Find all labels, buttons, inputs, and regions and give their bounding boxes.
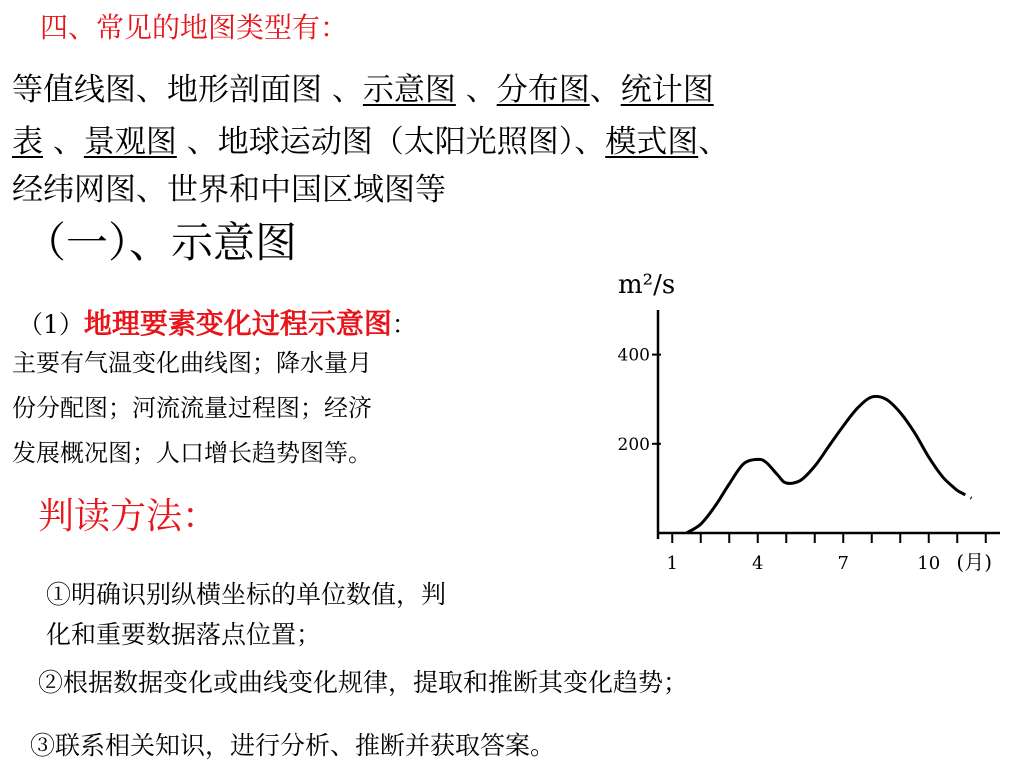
item1-title-line (18, 302, 417, 342)
x-tick-label: 7 (837, 553, 849, 574)
statistical-chart-term-part2: 表 (12, 124, 43, 160)
y-ticks (618, 346, 661, 455)
x-ticks (667, 533, 986, 574)
method-heading: 判读方法： (38, 496, 219, 537)
distribution-map-term: 分布图 (496, 72, 590, 108)
schematic-map-term: 示意图 (362, 72, 456, 108)
map-types-text: 等值线图、地形剖面图 、 (12, 72, 363, 108)
item1-line-2: 份分配图；河流流量过程图；经济 (12, 394, 372, 422)
separator: 、 (455, 72, 497, 108)
map-types-line-2 (12, 116, 729, 161)
section-four-heading: 四、常见的地图类型有： (40, 11, 349, 44)
series-line-dashed (957, 491, 971, 499)
method-step-2: ②根据数据变化或曲线变化规律，提取和推断其变化趋势； (38, 668, 689, 697)
separator: 、 (589, 72, 621, 108)
map-types-text: 、地球运动图（太阳光照图）、 (176, 124, 606, 160)
item1-line-1: 主要有气温变化曲线图；降水量月 (12, 349, 372, 377)
x-axis-label: (月) (956, 550, 992, 574)
method-step-1-line-1: ①明确识别纵横坐标的单位数值，判 (46, 580, 447, 609)
item1-title: 地理要素变化过程示意图 (83, 307, 392, 340)
y-tick-label: 200 (617, 434, 650, 455)
discharge-chart (600, 255, 1010, 615)
series-line (687, 396, 958, 533)
method-step-1-line-2: 化和重要数据落点位置； (46, 620, 322, 649)
landscape-map-term: 景观图 (83, 124, 177, 160)
model-map-term: 模式图 (605, 124, 699, 160)
map-types-line-3: 经纬网图、世界和中国区域图等 (12, 172, 446, 208)
separator: 、 (43, 124, 84, 160)
section-one-heading: （一）、示意图 (24, 218, 298, 267)
item1-colon: ： (391, 310, 417, 339)
separator: 、 (698, 124, 730, 160)
y-tick-label: 400 (617, 345, 650, 366)
y-axis-label: m²/s (618, 270, 676, 300)
item1-prefix: （1） (18, 310, 84, 339)
x-tick-label: 1 (666, 553, 678, 574)
x-tick-label: 4 (752, 553, 764, 574)
method-step-3: ③联系相关知识，进行分析、推断并获取答案。 (30, 731, 556, 760)
statistical-chart-term-part1: 统计图 (620, 72, 714, 108)
x-tick-label: 10 (917, 553, 941, 574)
item1-line-3: 发展概况图；人口增长趋势图等。 (12, 439, 372, 467)
map-types-line-1 (12, 64, 714, 109)
